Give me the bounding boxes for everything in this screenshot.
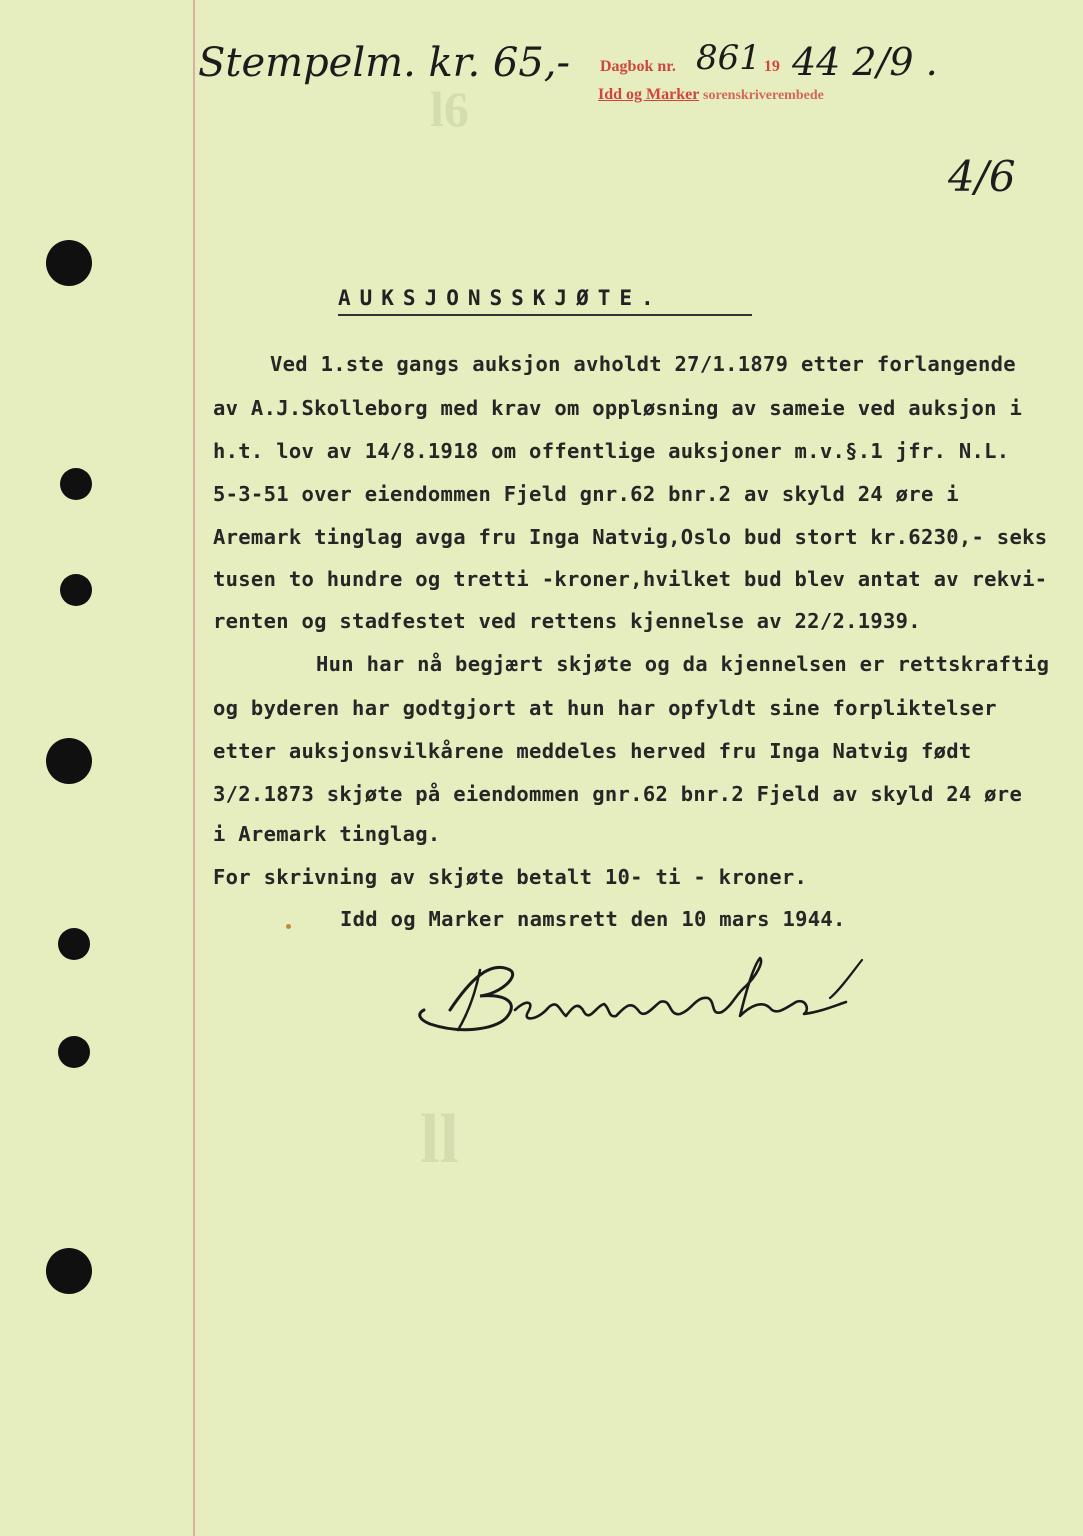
body-line: 5-3-51 over eiendommen Fjeld gnr.62 bnr.2 av skyld 24 øre i <box>213 482 959 506</box>
handwritten-stamp-duty: Stempelm. kr. 65,- <box>198 40 571 86</box>
punch-hole <box>60 468 92 500</box>
registration-year-date: 44 2/9 . <box>792 40 938 84</box>
title-underline <box>338 314 752 316</box>
bleed-through-mark: ll <box>420 1101 459 1178</box>
stamp-year-prefix: 19 <box>763 58 780 75</box>
document-title: AUKSJONSSKJØTE. <box>338 286 663 310</box>
body-line: For skrivning av skjøte betalt 10- ti - kroner. <box>213 865 808 889</box>
folio-number: 4/6 <box>948 152 1016 201</box>
stamp-dagbok-label: Dagbok nr. <box>600 58 676 75</box>
punch-hole <box>46 1248 92 1294</box>
body-line: Hun har nå begjært skjøte og da kjennelsen er rettskraftig <box>316 652 1050 676</box>
body-line: etter auksjonsvilkårene meddeles herved fru Inga Natvig født <box>213 739 972 763</box>
punch-hole <box>58 1036 90 1068</box>
body-line: Idd og Marker namsrett den 10 mars 1944. <box>340 907 846 931</box>
body-line: Aremark tinglag avga fru Inga Natvig,Oslo bud stort kr.6230,- seks <box>213 525 1048 549</box>
signature <box>410 950 890 1040</box>
body-line: tusen to hundre og tretti -kroner,hvilket bud blev antat av rekvi- <box>213 567 1048 591</box>
punch-hole <box>58 928 90 960</box>
bleed-through-mark: l6 <box>430 81 469 137</box>
registry-stamp-office <box>598 86 824 104</box>
stamp-office-prefix: Idd og Marker <box>598 86 700 103</box>
body-line: Ved 1.ste gangs auksjon avholdt 27/1.1879 etter forlangende <box>270 352 1016 376</box>
punch-hole <box>46 240 92 286</box>
body-line: og byderen har godtgjort at hun har opfyldt sine forpliktelser <box>213 696 997 720</box>
body-line: 3/2.1873 skjøte på eiendommen gnr.62 bnr.2 Fjeld av skyld 24 øre <box>213 782 1023 806</box>
margin-rule <box>193 0 195 1536</box>
ink-speck <box>286 924 291 929</box>
body-line: h.t. lov av 14/8.1918 om offentlige auksjoner m.v.§.1 jfr. N.L. <box>213 439 1010 463</box>
stamp-office-suffix: sorenskriverembede <box>703 88 824 103</box>
dagbok-number: 861 <box>696 38 761 78</box>
body-line: i Aremark tinglag. <box>213 822 441 846</box>
punch-hole <box>60 574 92 606</box>
body-line: av A.J.Skolleborg med krav om oppløsning av sameie ved auksjon i <box>213 396 1023 420</box>
punch-hole <box>46 738 92 784</box>
body-line: renten og stadfestet ved rettens kjennelse av 22/2.1939. <box>213 609 921 633</box>
